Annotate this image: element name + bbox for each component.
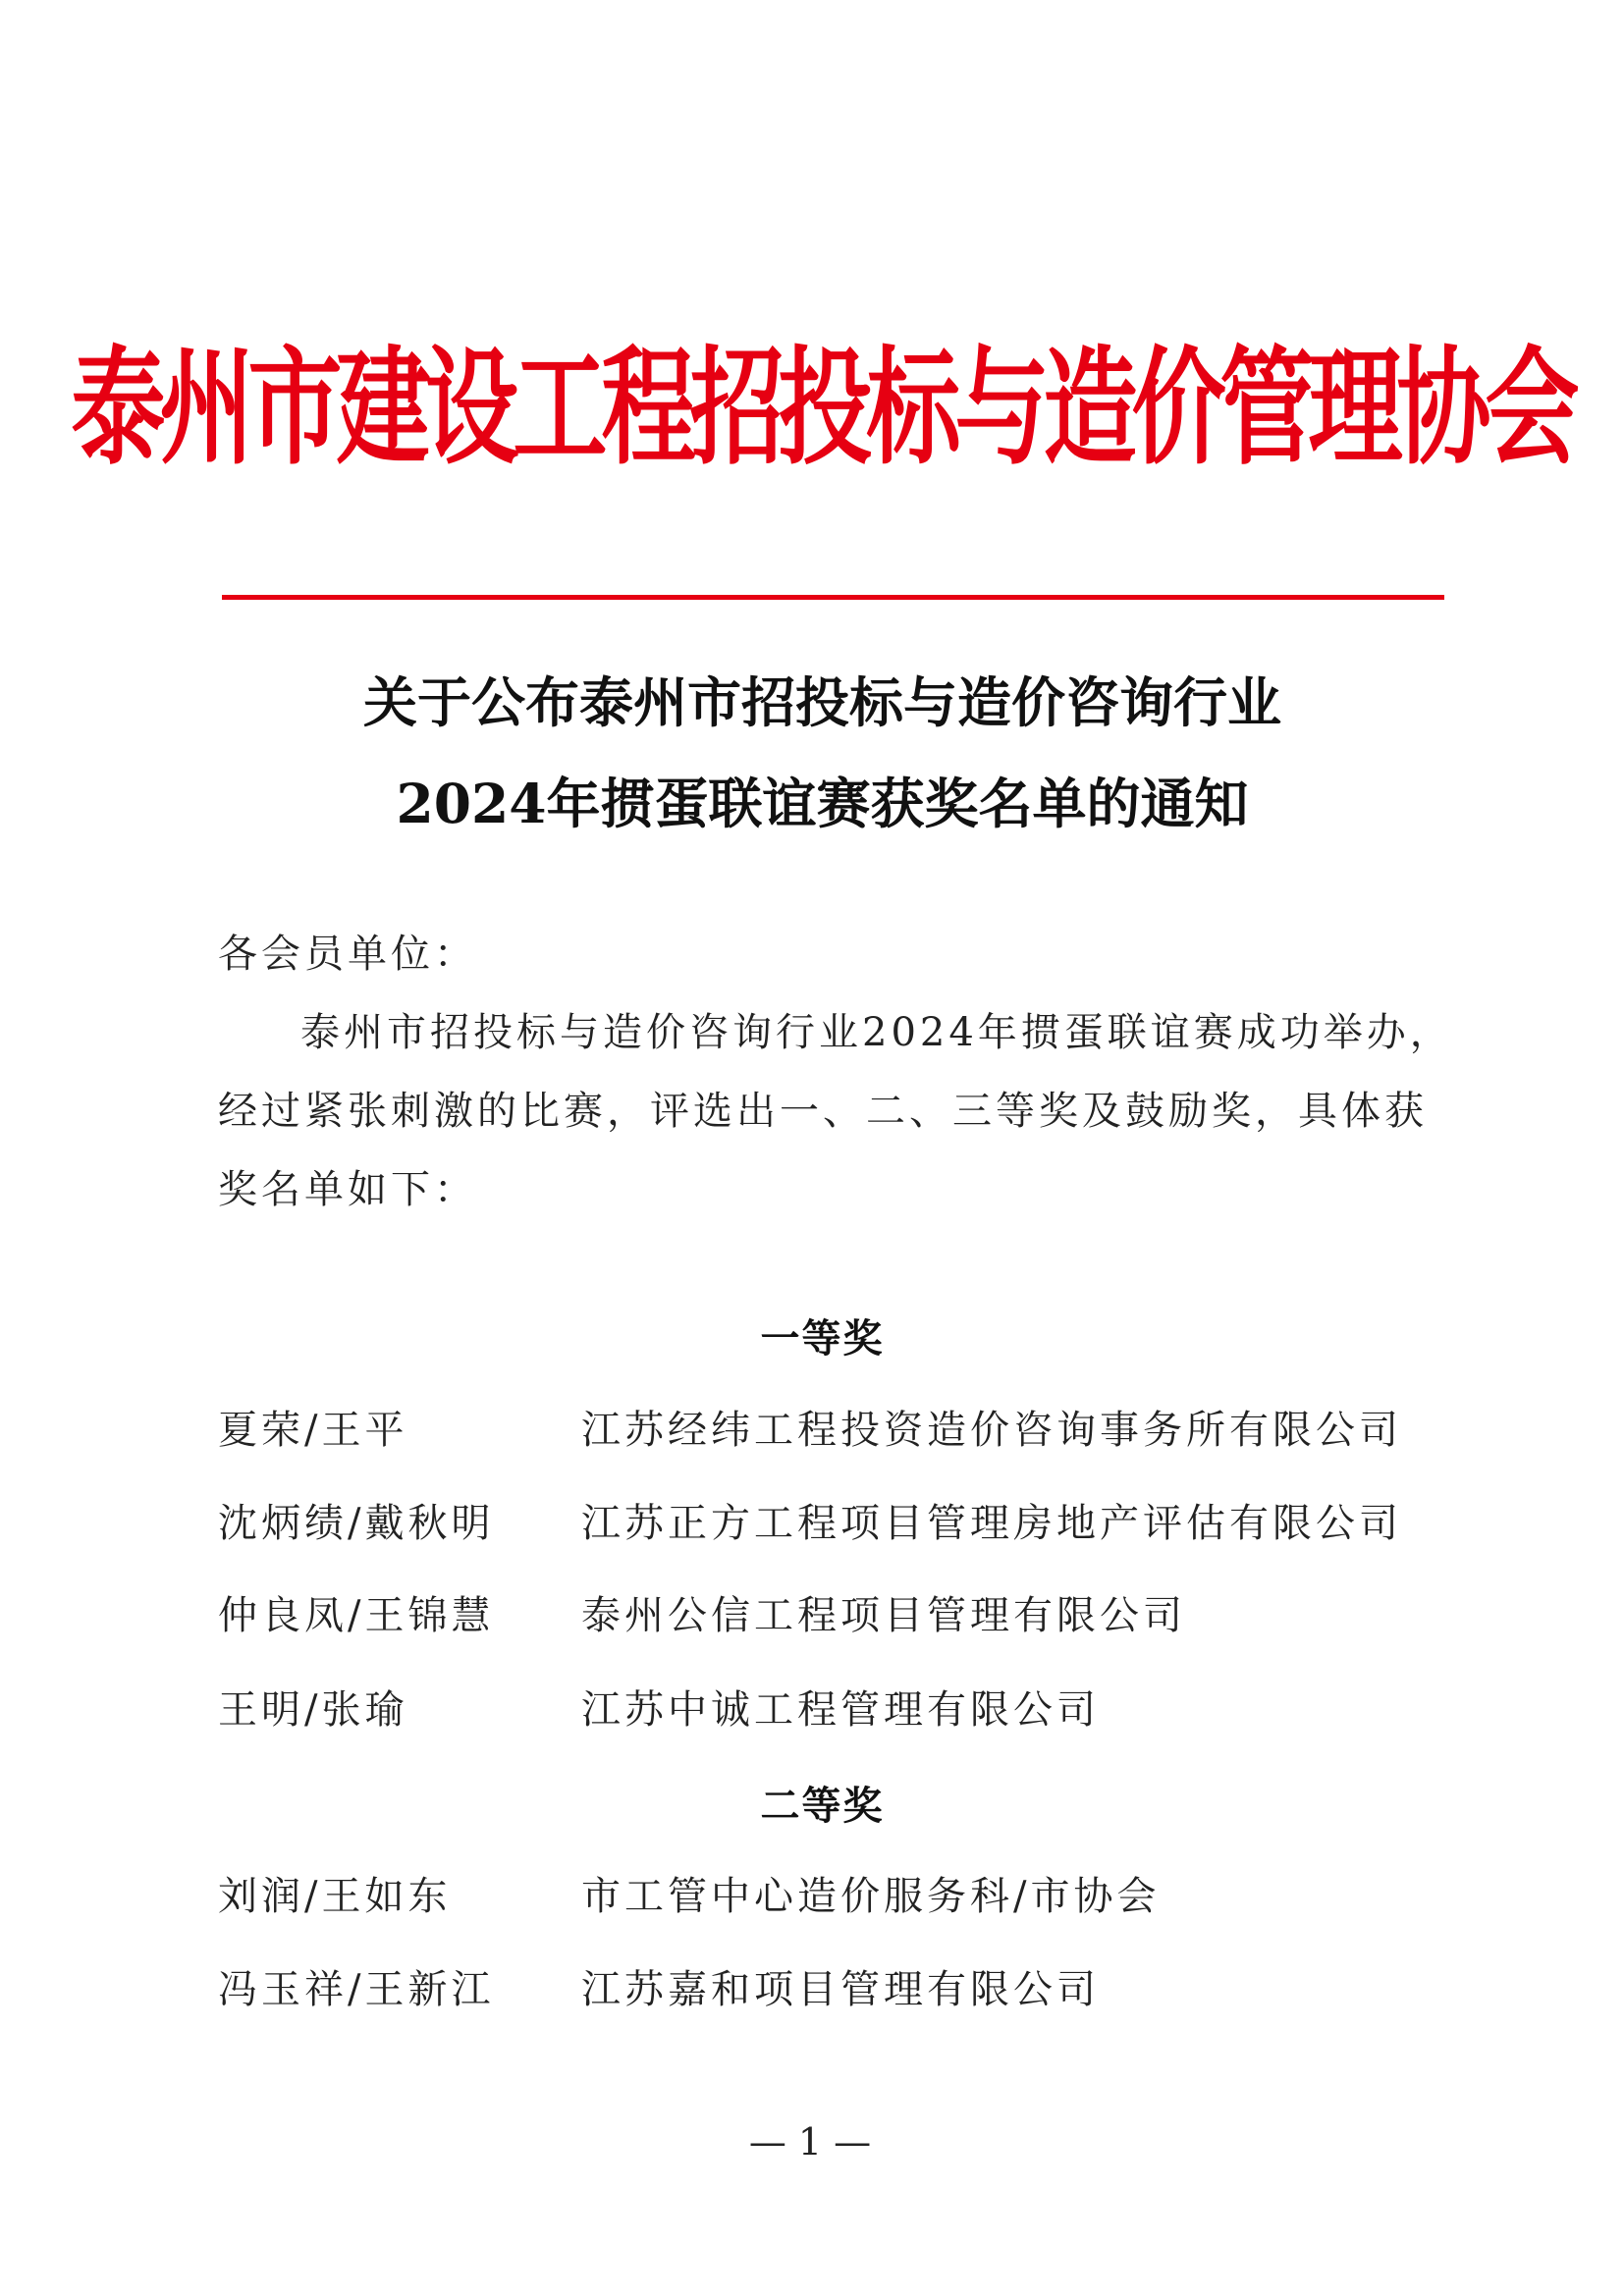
winner-company: 江苏经纬工程投资造价咨询事务所有限公司	[581, 1408, 1402, 1453]
winner-company: 市工管中心造价服务科/市协会	[581, 1874, 1161, 1919]
award-row	[218, 1584, 1445, 1643]
winner-company: 江苏正方工程项目管理房地产评估有限公司	[581, 1501, 1402, 1546]
notice-title-line-1: 关于公布泰州市招投标与造价咨询行业	[362, 670, 1281, 734]
masthead-organization-name: 泰州市建设工程招投标与造价管理协会	[71, 332, 1574, 482]
winner-names: 王明/张瑜	[218, 1687, 408, 1733]
salutation: 各会员单位：	[218, 932, 477, 977]
second-prize-heading: 二等奖	[760, 1783, 885, 1829]
first-prize-heading: 一等奖	[760, 1315, 885, 1362]
award-row	[218, 1492, 1445, 1551]
award-row	[218, 1679, 1445, 1737]
body-paragraph-line-2: 经过紧张刺激的比赛，评选出一、二、三等奖及鼓励奖，具体获	[218, 1089, 1428, 1134]
winner-names: 沈炳绩/戴秋明	[218, 1501, 495, 1546]
winner-names: 刘润/王如东	[218, 1874, 452, 1919]
winner-company: 江苏嘉和项目管理有限公司	[581, 1967, 1100, 2012]
winner-company: 江苏中诚工程管理有限公司	[581, 1687, 1100, 1733]
winner-names: 夏荣/王平	[218, 1408, 408, 1453]
body-paragraph-line-3: 奖名单如下：	[218, 1167, 477, 1212]
award-row	[218, 1865, 1445, 1924]
award-row	[218, 1399, 1445, 1458]
notice-title-line-2: 2024年掼蛋联谊赛获奖名单的通知	[396, 772, 1249, 835]
winner-names: 冯玉祥/王新江	[218, 1967, 495, 2012]
winner-names: 仲良凤/王锦慧	[218, 1593, 495, 1638]
body-paragraph-line-1: 泰州市招投标与造价咨询行业2024年掼蛋联谊赛成功举办，	[300, 1010, 1453, 1055]
winner-company: 泰州公信工程项目管理有限公司	[581, 1593, 1186, 1638]
page-number: — 1 —	[748, 2120, 872, 2163]
award-row	[218, 1958, 1445, 2017]
masthead-red-divider	[222, 595, 1444, 600]
